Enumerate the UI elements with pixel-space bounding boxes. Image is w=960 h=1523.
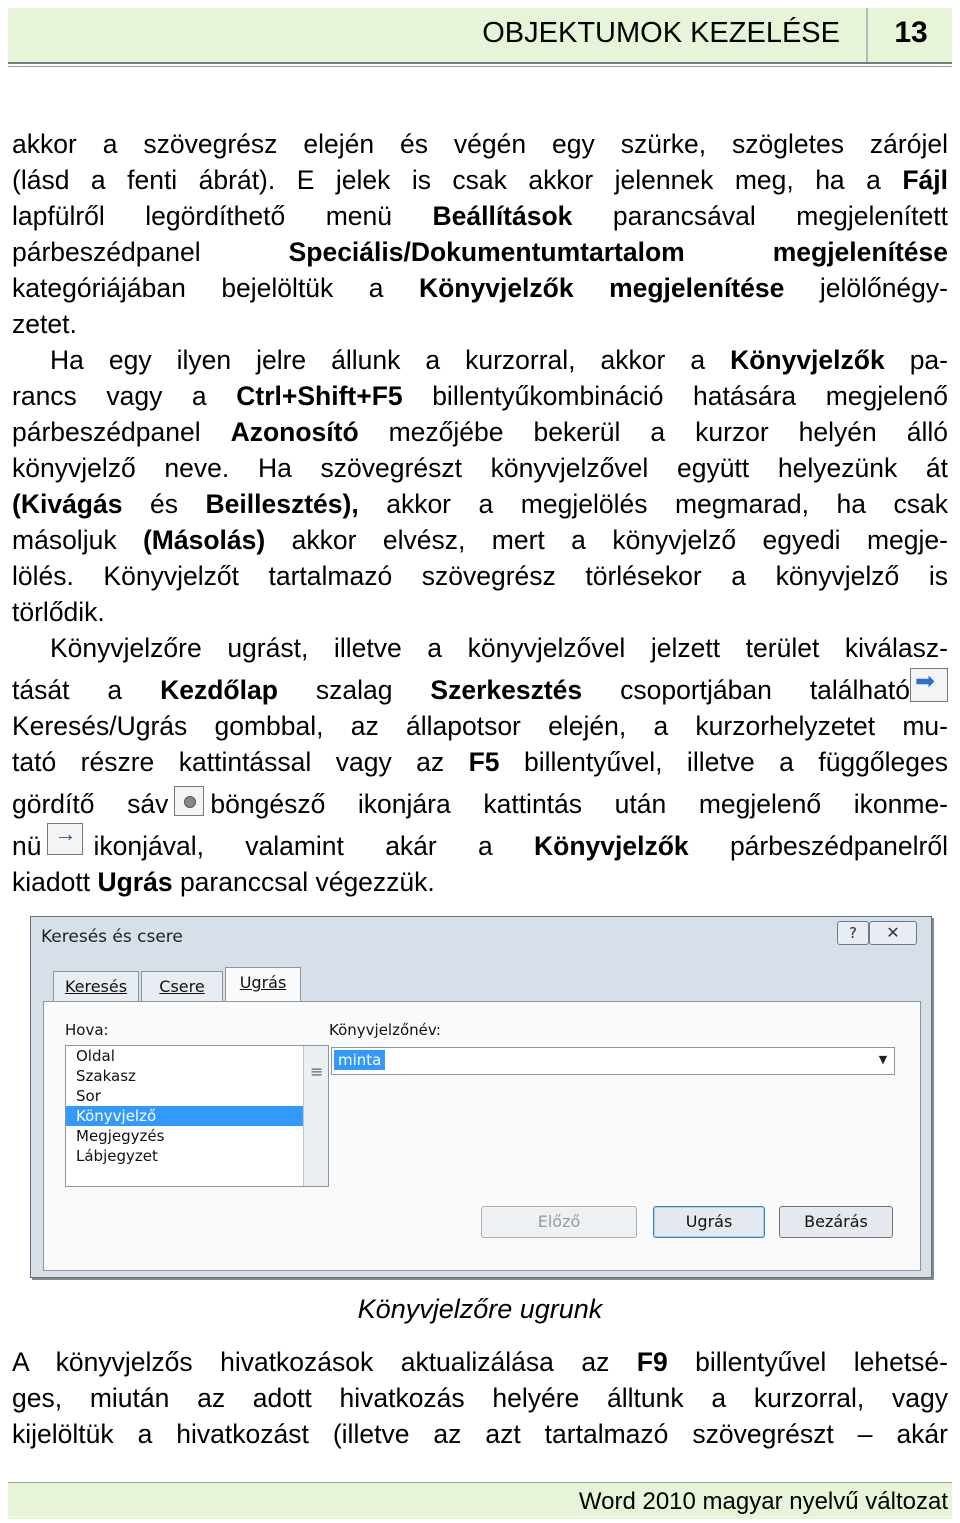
tab-search[interactable]: Keresés [53, 971, 139, 1002]
list-item[interactable]: Szakasz [76, 1067, 136, 1085]
text-line: Ha egy ilyen jelre állunk a kurzorral, akkor a Könyvjelzők pa- [50, 345, 948, 375]
text-line: kiadott Ugrás paranccsal végezzük. [12, 867, 435, 897]
list-item-selected[interactable]: Könyvjelző [66, 1106, 328, 1126]
text-line: (Kivágás és Beillesztés), akkor a megjelölés megmarad, ha csak [12, 489, 948, 519]
list-scrollbar[interactable] [303, 1046, 328, 1186]
text-line: másoljuk (Másolás) akkor elvész, mert a könyvjelző egyedi megje- [12, 525, 948, 555]
bookmark-name-combobox[interactable] [331, 1047, 895, 1075]
previous-button[interactable]: Előző [481, 1206, 637, 1238]
close-window-button[interactable]: ✕ [869, 921, 917, 945]
text-line: A könyvjelzős hivatkozások aktualizálása az F9 billentyűvel lehetsé- [12, 1347, 948, 1377]
text-line: lapfülről legördíthető menü Beállítások parancsával megjelenített [12, 201, 948, 231]
text-line: párbeszédpanel Azonosító mezőjébe bekerül a kurzor helyén álló [12, 417, 948, 447]
list-item[interactable]: Lábjegyzet [76, 1147, 158, 1165]
tab-goto[interactable]: Ugrás [225, 967, 301, 1003]
text-line: törlődik. [12, 597, 105, 627]
text-line: ges, miután az adott hivatkozás helyére álltunk a kurzorral, vagy [12, 1383, 948, 1413]
header-divider [8, 66, 952, 67]
figure-caption: Könyvjelzőre ugrunk [357, 1294, 603, 1324]
footer-text: Word 2010 magyar nyelvű változat [578, 1488, 948, 1515]
text-line: akkor a szövegrész elején és végén egy szürke, szögletes zárójel [12, 129, 948, 159]
text-line: lölés. Könyvjelzőt tartalmazó szövegrész törlésekor a könyvjelző is [12, 561, 948, 591]
page-header [8, 8, 952, 64]
text-line: nü→ ikonjával, valamint akár a Könyvjelzők párbeszédpanelről [12, 822, 948, 864]
text-line: Keresés/Ugrás gombbal, az állapotsor elején, a kurzorhelyzetet mu- [12, 711, 948, 741]
text-line: kategóriájában bejelöltük a Könyvjelzők megjelenítése jelölőnégy- [12, 273, 948, 303]
text-line: könyvjelző neve. Ha szövegrészt könyvjelzővel együtt helyezünk át [12, 453, 948, 483]
close-button[interactable]: Bezárás [779, 1206, 893, 1238]
list-item[interactable]: Megjegyzés [76, 1127, 165, 1145]
body-text-continued [12, 1344, 948, 1452]
chevron-down-icon[interactable]: ▼ [878, 1053, 888, 1066]
body-text [12, 126, 948, 900]
find-replace-dialog [30, 916, 932, 1278]
list-item[interactable]: Sor [76, 1087, 101, 1105]
help-button[interactable]: ? [837, 921, 869, 945]
list-item[interactable]: Oldal [76, 1047, 115, 1065]
goto-what-list[interactable] [65, 1045, 329, 1187]
text-line: kijelöltük a hivatkozást (illetve az azt tartalmazó szövegrészt – akár [12, 1419, 948, 1449]
page-number: 13 [894, 16, 928, 49]
text-line: párbeszédpanel Speciális/Dokumentumtartalom megjelenítése [12, 237, 948, 267]
text-line: Könyvjelzőre ugrást, illetve a könyvjelzővel jelzett terület kiválasz- [50, 633, 948, 663]
text-line: rancs vagy a Ctrl+Shift+F5 billentyűkombináció hatására megjelenő [12, 381, 949, 411]
bookmark-name-value: minta [334, 1050, 385, 1070]
dialog-title: Keresés és csere [41, 927, 183, 947]
go-to-arrow-icon [47, 823, 83, 855]
text-line: gördítő sáv böngésző ikonjára kattintás után megjelenő ikonme- [12, 780, 948, 822]
text-line: tató részre kattintással vagy az F5 billentyűvel, illetve a függőleges [12, 747, 948, 777]
text-line: (lásd a fenti ábrát). E jelek is csak akkor jelennek meg, ha a Fájl [12, 165, 948, 195]
tab-replace[interactable]: Csere [141, 971, 223, 1002]
find-goto-arrow-icon [910, 668, 948, 702]
browse-object-icon [174, 786, 204, 816]
goto-button[interactable]: Ugrás [653, 1206, 765, 1238]
bookmark-name-label: Könyvjelzőnév: [329, 1021, 441, 1039]
header-title: OBJEKTUMOK KEZELÉSE [8, 8, 868, 62]
page-footer [8, 1482, 952, 1519]
text-line: tását a Kezdőlap szalag Szerkesztés csoportjában található➡ [12, 666, 948, 708]
text-line: zetet. [12, 309, 77, 339]
goto-what-label: Hova: [65, 1021, 109, 1039]
